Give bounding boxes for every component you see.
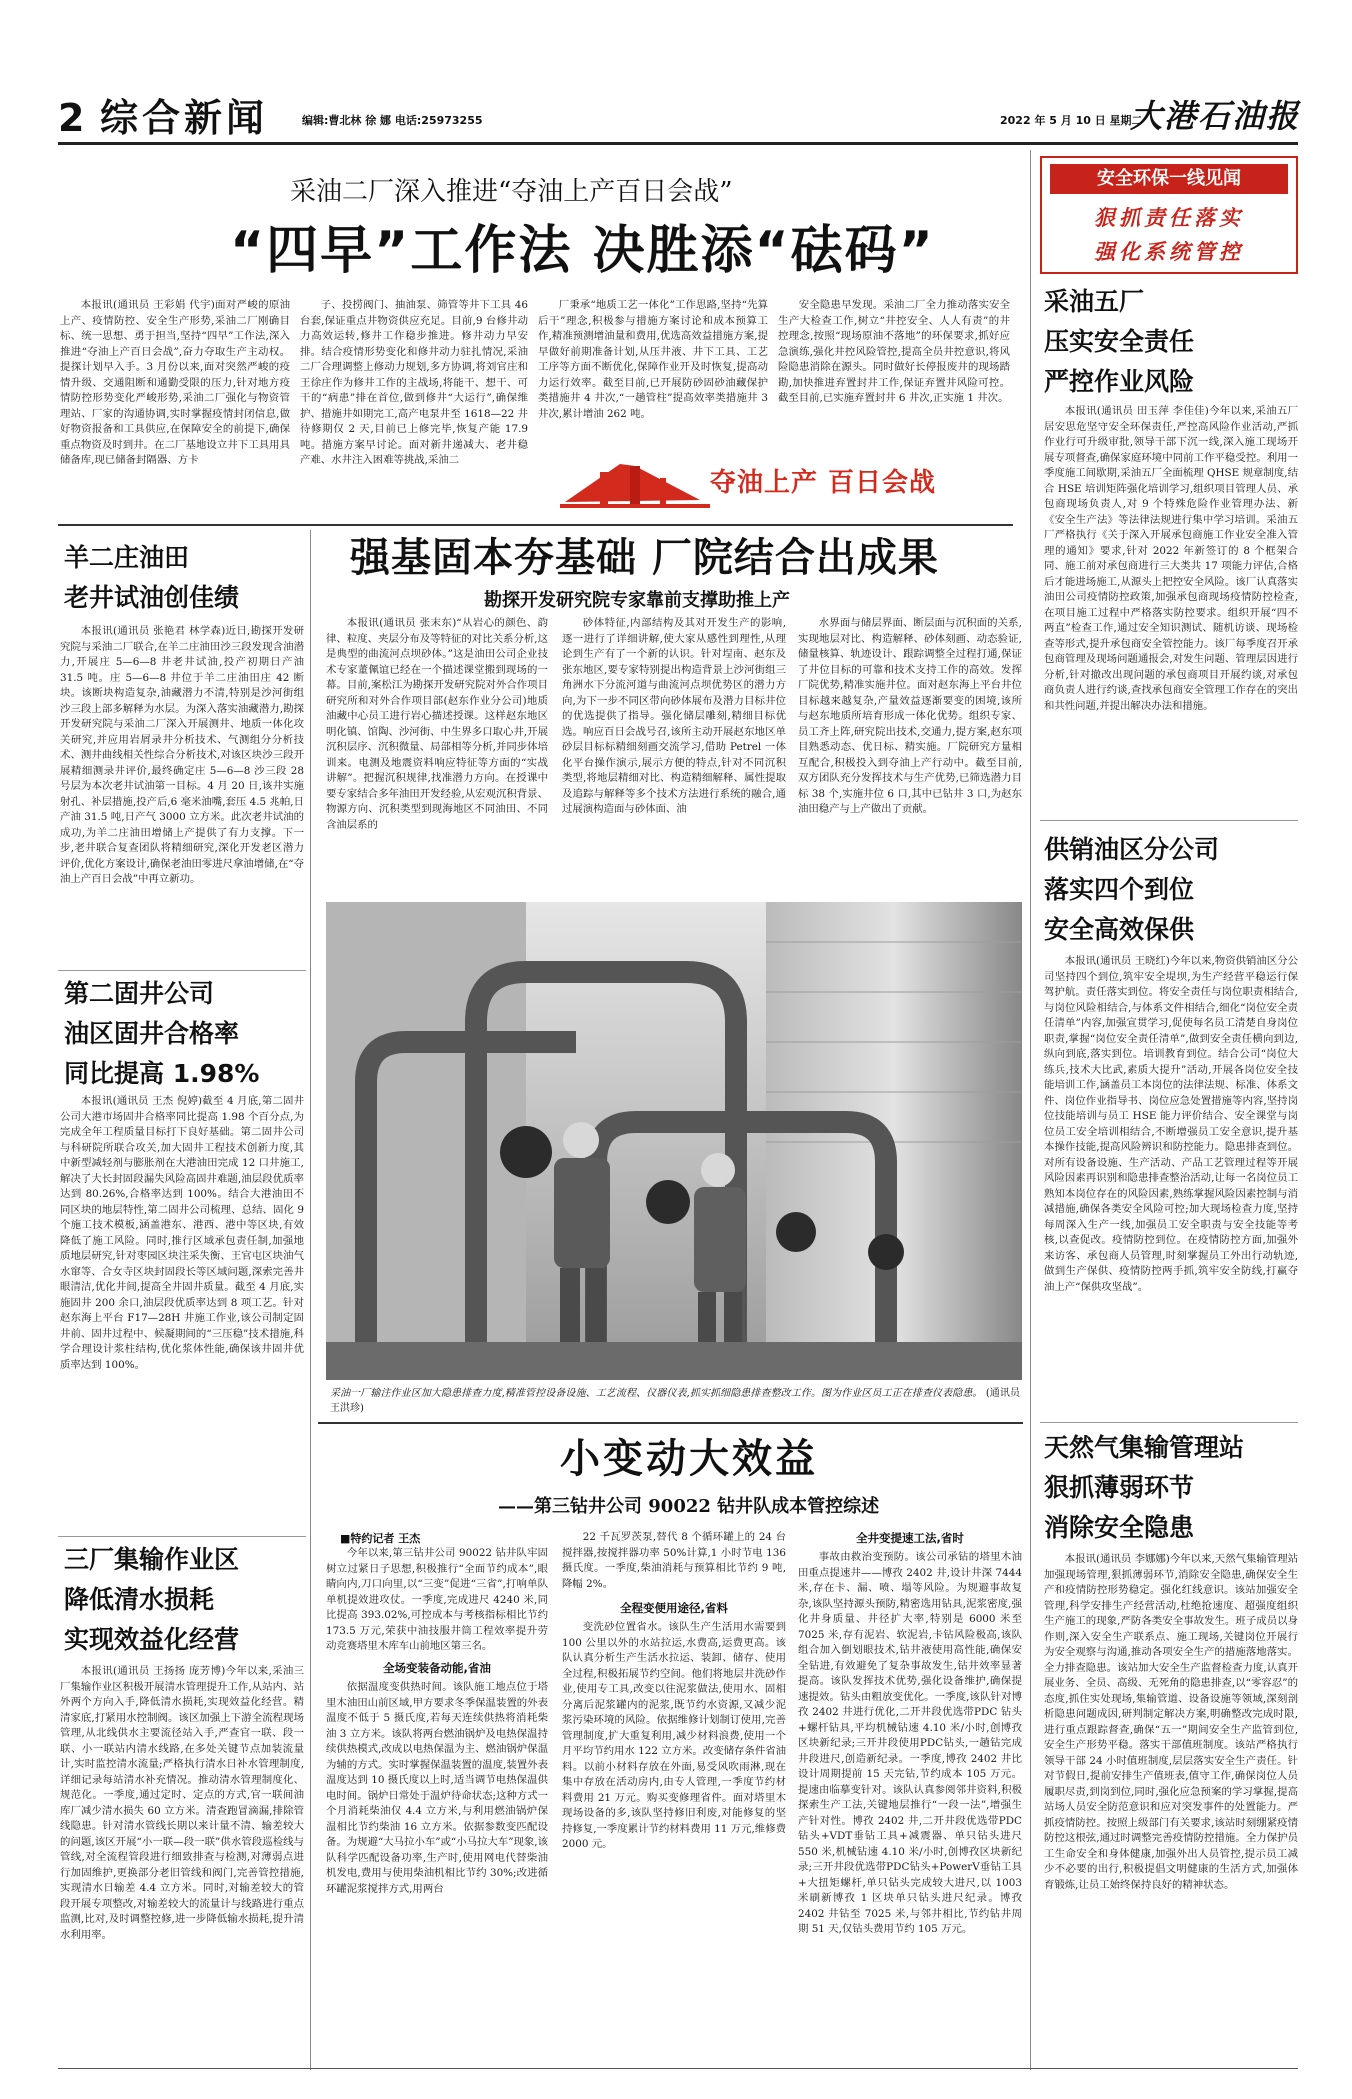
bottom-headline: 小变动大效益 [560,1436,818,1482]
side1-title [1044,282,1294,402]
bottom-col-2-subhead: 全程变便用途径,省料 [620,1601,728,1615]
left1-body: 本报讯(通讯员 张艳君 林学森)近日,勘探开发研究院与采油二厂联合,在羊二庄油田沙三段发现含油潜力,开展庄 5—6—8 井老井试油,投产初期日产油 31.5 吨。庄 5—6—8 井位于羊二庄油田庄 42 断块。该断块构造复杂,油藏潜力不清,特别是沙河街组沙三段上部多解释为水层。为深入落实油藏潜力,勘探开发研究院与采油二厂深入开展测井、地质一体化攻关研究,并应用岩屑录井分析技术、气测组分分析技术、测井曲线相关性综合分析技术,对该区块沙三段开展精细测录井评价,最终确定庄 5—6—8 沙三段 28 号层为本次老井试油第一目标。4 月 20 日,该井实施射孔、补层措施,投产后,6 毫米油嘴,套压 4.5 兆帕,日产油 31.5 吨,日产气 3000 立方米。此次老井试油的成功,为羊二庄油田增储上产提供了有力支撑。下一步,老井联合复查团队将精细研究,深化开发老区潜力评价,优化方案设计,确保老油田零进尺拿油增储,在“夺油上产百日会战”中再立新功。 [60,625,304,885]
column-box [1040,156,1298,274]
feature-headline: 强基固本夯基础 厂院结合出成果 [350,535,939,581]
lead-col-1: 本报讯(通讯员 王彩娟 代宇)面对严峻的原油上产、疫情防控、安全生产形势,采油二厂刚确目标、统一思想、勇于担当,坚持“四早”工作法,深入推进“夺油上产百日会战”,奋力夺取生产主动权。提探计划早入手。3 月份以来,面对突然严峻的疫情升级、交通阻断和通勤受限的压力,针对地方疫情防控形势变化严峻形势,采油二厂强化与物资管理站、厂家的沟通协调,实时掌握疫情封闭信息,做好物资报备和工具供应,在保障安全的前提下,确保重点物资及时到井。在二厂基地设立井下工具用具储备库,现已储备封隔器、方卡 [60,299,290,466]
side3-title-line-3: 消除安全隐患 [1044,1513,1195,1542]
side3-title [1044,1428,1302,1548]
bottom-col-3: 事故由救治变预防。该公司承钻的塔里木油田重点提速井——博孜 2402 井,设计井深 7444 米,存在卡、漏、喷、塌等风险。为规避事故复杂,该队坚持源头预防,精密选用钻具,泥浆密度,强化井身质量、井径扩大率,特别是 6000 米至 7025 米,存有泥岩、软泥岩,卡钻风险极高,该队组合加入倒划眼技术,钻井液使用高性能,确保安全钻进,有效避免了复杂事故发生,钻井效率显著提高。该队发挥技术优势,强化设备维护,确保提速提效。钻头由粗放变优化。一季度,该队针对博孜 2402 井进行优化,二开井段优选带PDC 钻头+螺杆钻具,平均机械钻速 4.10 米/小时,创博孜区块新纪录;三开井段使用PDC钻头,一趟钻完成井段进尺,创造新纪录。一季度,博孜 2402 井比设计周期提前 15 天完钻,节约成本 105 万元。提速由临摹变针对。该队认真参阅邻井资料,积极探索生产工法,关键地层推行“一段一法”,增强生产针对性。博孜 2402 井,二开井段优选带PDC钻头+VDT垂钻工具+减震器、单只钻头进尺 550 米,机械钻速 4.10 米/小时,创博孜区块新纪录;三开井段优选带PDC钻头+PowerV垂钻工具+大扭矩螺杆,单只钻头完成较大进尺,以 1003 米刷新博孜 1 区块单只钻头进尺纪录。博孜 2402 井钻至 7025 米,与邻井相比,节约钻井周期 51 天,仅钻头费用节约 105 万元。 [798,1551,1022,1935]
photo-caption-text: 采油一厂输注作业区加大隐患排查力度,精准管控设备设施、工艺流程、仪器仪表,抓实抓细隐患排查整改工作。图为作业区员工正在排查仪表隐患。 [330,1388,983,1399]
lead-col-3: 厂秉承“地质工艺一体化”工作思路,坚持“先算后干”理念,积极参与措施方案讨论和成本预算工作,精准预测增油量和费用,优选高效益措施方案,提早做好前期准备计划,从压井液、井下工具、工艺工序等方面不断优化,保障作业开及时恢复,提高动力运行效率。截至目前,已开展防砂固砂油藏保护类措施井 4 井次,“一趟管柱”提高效率类措施井 3 井次,累计增油 262 吨。 [538,299,768,420]
bottom-col-1a: 今年以来,第三钻井公司 90022 钻井队牢固树立过紧日子思想,积极推行“全面节约成本”,眼睛向内,刀口向里,以“三变”促进“三省”,打响单队单机提效进攻仗。一季度,完成进尺 4240 米,同比提高 393.02%,可控成本与考核指标相比节约 173.5 万元,荣获中油技服井筒工程效率提升劳动竞赛塔里木库车山前地区第三名。 [326,1547,548,1652]
side2-title-line-3: 安全高效保供 [1044,915,1195,944]
side3-title-line-1: 天然气集输管理站 [1044,1433,1245,1462]
left3-title-line-2: 降低清水损耗 [64,1585,215,1614]
campaign-banner [560,450,1010,512]
side3-title-line-2: 狠抓薄弱环节 [1044,1473,1195,1502]
left2-rule [58,1536,306,1537]
bottom-col-1b: 依据温度变供热时间。该队施工地点位于塔里木油田山前区域,甲方要求冬季保温装置的外表温度不低于 5 摄氏度,若每天连续供热将消耗柴油 3 立方米。该队将两台燃油锅炉及电热保温持续供热模式,改成以电热保温为主、燃油锅炉保温为辅的方式。实时掌握保温装置的温度,装置外表温度达到 10 摄氏度以上时,适当调节电热保温供电时间。锅炉日常处于温炉待命状态;这种方式一个月消耗柴油仅 4.4 立方米,与利用燃油锅炉保温相比节约柴油 16 立方米。依据参数变匹配设备。为规避“大马拉小车”或“小马拉大车”现象,该队科学匹配设备功率,生产时,使用网电代替柴油机发电,费用与使用柴油机相比节约 30%;改进循环罐泥浆搅拌方式,用两台 [326,1681,548,1895]
sidebar-divider [1030,150,1031,2070]
side2-title-line-1: 供销油区分公司 [1044,835,1220,864]
side2-body: 本报讯(通讯员 王晓红)今年以来,物资供销油区分公司坚持四个到位,筑牢安全堤坝,为生产经营平稳运行保驾护航。责任落实到位。将安全责任与岗位职责相结合,与岗位风险相结合,与体系文件相结合,细化“岗位安全责任清单”内容,加强宣贯学习,促使每名员工清楚自身岗位职责,掌握“岗位安全责任清单”,做到安全责任横向到边,纵向到底,落实到位。培训教育到位。结合公司“岗位大练兵,技术大比武,素质大提升”活动,开展各岗位安全技能培训工作,涵盖员工本岗位的法律法规、标准、体系文件、岗位作业指导书、岗位应急处置措施等内容,坚持岗位技能培训与员工 HSE 能力评价结合、安全课堂与岗位员工安全培训相结合,不断增强员工安全意识,提升基本操作技能,提高风险辨识和防控能力。隐患排查到位。对所有设备设施、生产活动、产品工艺管理过程等开展风险因素再识别和隐患排查整治活动,让每一名岗位员工熟知本岗位存在的风险因素,熟练掌握风险因素控制与消减措施,确保各类安全风险可控;加大现场检查力度,坚持每周深入生产一线,加强员工安全职责与安全技能等考核,以查促改。疫情防控到位。在疫情防控方面,加强外来访客、承包商人员管理,时刻掌握员工外出行动轨迹,做到生产保供、疫情防控两手抓,筑牢安全防线,打赢夺油上产“保供攻坚战”。 [1044,955,1298,1293]
lead-col-4: 安全隐患早发现。采油二厂全力推动落实安全生产大检查工作,树立“井控安全、人人有责”的井控理念,按照“现场原油不落地”的环保要求,抓好应急演练,强化井控风险管控,提高全员井控意识,将风险隐患消除在源头。同时做好长停报废井的现场踏勘,加快推进弃置封井工作,保证弃置井风险可控。截至目前,已实施弃置封井 6 井次,正实施 1 井次。 [778,299,1010,404]
bottom-col-2b: 变洗砂位置省水。该队生产生活用水需要到 100 公里以外的水站拉运,水费高,运费更高。该队认真分析生产生活水拉运、装卸、储存、使用全过程,积极拓展节约空间。他们将地层井洗砂作业,使用专工具,改变以往泥浆做法,使用水、固相分离后泥浆罐内的泥浆,既节约水资源,又减少泥浆污染环境的风险。依据维修计划制订使用,完善管理制度,扩大重复利用,减少材料浪费,使用一个月平均节约用水 122 立方米。改变储存条件省油料。以前小材料存放在外面,易受风吹雨淋,现在集中存放在活动房内,由专人管理,一季度节约材料费用 21 万元。购买变修理省件。面对塔里木现场设备的多,该队坚持修旧利废,对能修复的坚持修复,一季度累计节约材料费用 11 万元,维修费 2000 元。 [562,1621,786,1850]
news-photo [326,902,1022,1380]
feature-col-3: 水界面与储层界面、断层面与沉积面的关系,实现地层对比、构造解释、砂体刻画、动态验证,储量核算、轨迹设计、跟踪调整全过程打通,保证了井位目标的可靠和技术支持工作的高效。发挥厂院优势,精准实施井位。面对赵东海上平台井位目标越来越复杂,产量效益逐渐要变的困境,该所与赵东地质所培育形成一体化优势。组织专家、员工齐上阵,研究院出技术,交通力,提方案,赵东项目熟悉动态、优日标、精实施。厂院研究方量相互配合,积极投入到夺油上产行动中。截至目前,双方团队充分发挥技术与生产优势,已筛选潜力目标 38 个,实施井位 6 口,其中已钻井 3 口,为赵东油田稳产与上产做出了贡献。 [798,617,1022,815]
banner-text: 夺油上产 百日会战 [710,468,937,498]
feature-bottom-rule [318,1422,1023,1424]
bottom-col-2a: 22 千瓦罗茨泵,替代 8 个循环罐上的 24 台搅拌器,按搅拌器功率 50%计算,1 小时节电 136 摄氏度。一季度,柴油消耗与预算相比节约 9 吨,降幅 2%。 [562,1531,786,1590]
editor-line: 编辑:曹北林 徐 娜 电话:25973255 [302,114,483,127]
photo-caption [330,1386,1020,1416]
left3-title-line-3: 实现效益化经营 [64,1625,240,1654]
lead-headline: “四早”工作法 决胜添“砝码” [230,221,935,281]
side1-title-line-2: 压实安全责任 [1044,327,1195,356]
left1-rule [58,970,306,971]
left3-body: 本报讯(通讯员 王扬扬 庞芳博)今年以来,采油三厂集输作业区积极开展清水管理提升工作,从站内、站外两个方向入手,降低清水损耗,实现效益化经营。精清家底,打紧用水控制阀。该区加强上下游全流程现场管理,从北线供水主要流径站入手,严查官一联、段一联、小一联站内清水线路,在多处关键节点加装流量计,实时监控清水流量;严格执行清水日补水管理制度,详细记录每站清水补充情况。推动清水管理制度化、规范化。一季度,通过定时、定点的方式,官一联间油库厂减少清水损失 60 立方米。清查跑冒滴漏,排除管线隐患。针对清水管线长期以来计量不清、输差较大的问题,该区开展“小一联—段一联”供水管段巡检线与管线,对全流程管段进行细致排查与检测,对薄弱点进行加固维护,更换部分老旧管线和阀门,完善管控措施,实现清水日输差 4.4 立方米。同时,对输差较大的管段开展专项整改,对输差较大的流量计与线路进行重点监测,比对,及时调整控修,进一步降低输水损耗,提升清水利用率。 [60,1665,304,1941]
lead-bottom-rule [58,524,1013,526]
masthead [0,0,1352,140]
masthead-rule [58,142,1298,145]
left1-title [64,538,304,618]
lead-col-2: 子、投捞阀门、抽油泵、筛管等井下工具 46 台套,保证重点井物资供应充足。目前,9 台修井动力高效运转,修井工作稳步推进。修井动力早安排。结合疫情形势变化和修井动力驻扎情况,采油二厂合理调整上修动力规划,多方协调,将刘官庄和王徐庄作为修井工作的主战场,将能干、想干、可干的“病患”排在首位,做到修井“大运行”,确保维护、措施井如期完工,高产电泵井至 1618—22 井待修期仅 2 天,目前已上修完毕,恢复产能 17.9 吨。措施方案早讨论。面对新井递减大、老井稳产难、水井注入困难等挑战,采油二 [300,299,528,466]
side1-rule [1040,820,1298,821]
lead-kicker: 采油二厂深入推进“夺油上产百日会战” [290,177,733,207]
left3-title [64,1540,304,1660]
side2-title-line-2: 落实四个到位 [1044,875,1195,904]
left2-body: 本报讯(通讯员 王杰 倪婷)截至 4 月底,第二固井公司大港市场固井合格率同比提高 1.98 个百分点,为完成全年工程质量目标打下良好基础。第二固井公司与科研院所联合攻关,加大固井工程技术创新力度,其中新型减轻剂与膨胀剂在大港油田完成 12 口井施工,解决了大长封固段漏失风险高固井难题,油层段优质率达到 80.26%,合格率达到 100%。结合大港油田不同区块的地层特性,第二固井公司梳理、总结、固化 9 个施工技术模板,涵盖港东、港西、港中等区块,有效降低了施工风险。同时,推行区域承包责任制,加强地质地层研究,针对枣园区块注采失衡、王官屯区块油气水窜等、合女寺区块封固段长等区域问题,深索完善井眼清洁,优化井间,提高全井固井质量。截至 4 月底,实施固井 200 余口,油层段优质率达到 8 项工艺。针对赵东海上平台 F17—28H 井施工作业,该公司制定固井前、固井过程中、候凝期间的“三压稳”技术措施,科学合理设计浆柱结构,优化浆体性能,确保该井固井优质率达到 100%。 [60,1095,304,1371]
side1-title-line-3: 严控作业风险 [1044,367,1195,396]
bottom-byline: ■特约记者 王杰 [340,1532,421,1545]
feature-subhead: 勘探开发研究院专家靠前支撑助推上产 [484,590,790,611]
bottom-subhead: ——第三钻井公司 90022 钻井队成本管控综述 [498,1496,880,1517]
feature-col-1: 本报讯(通讯员 张末东)“从岩心的颜色、韵律、粒度、夹层分布及等特征的对比关系分析,这是典型的曲流河点坝砂体。”这是油田公司企业技术专家董佩谊已经在一个描述课堂搬到现场的一幕。目前,案松江为勘探开发研究院对外合作项目研究所和对外合作项目部(赵东作业分公司)地质油藏中心员工进行岩心描述授课。这样赵东地区明化镇、馆陶、沙河街、中生界多口取心井,开展沉积层序、沉积微量、局部相等分析,并同步体培训来。电测及地震资料响应特征等方面的“实战讲解”。把握沉积规律,找准潜力方向。在授课中要专家结合多年油田开发经验,从宏观沉积背景、物源方向、沉积类型到现海地区不同油田、不同含油层系的 [326,617,548,831]
side1-body: 本报讯(通讯员 田玉萍 李佳佳)今年以来,采油五厂居安思危坚守安全环保责任,严控高风险作业活动,严抓作业行可升级审批,领导干部下沉一线,深入施工现场开展专项督查,确保家庭环境中同前工作平稳受控。利用一季度施工间歇期,采油五厂全面梳理 QHSE 规章制度,结合 HSE 培训矩阵强化培训学习,组织项目管理人员、承包商现场负责人,对 9 个特殊危险作业管理办法、新《安全生产法》等法律法规进行集中学习培训。采油五厂严格执行《关于深入开展承包商施工作业安全准入管理的通知》要求,针对 2022 年新签订的 8 个框架合同、施工前对承包商进行三大类共 17 项能力评估,合格后才能进场施工,从源头上把控安全风险。该厂认真落实油田公司疫情防控政策,加强承包商现场疫情防控检查,在项目施工过程中严格落实防控要求。组织开展“四不两直”检查工作,通过安全知识测试、随机访谈、现场检查等形式,提升承包商安全管控能力。该厂每季度召开承包商管理及现场问题通报会,对发生问题、管理层因进行分析,针对撤改出现问题的承包商项目开展约谈,对承包商负责人进行约谈,查找承包商安全管理工作存在的突出和共性问题,并提出解决办法和措施。 [1044,405,1298,712]
column-box-title: 安全环保一线见闻 [1050,164,1288,194]
bottom-col-1-subhead: 全场变装备动能,省油 [383,1661,491,1675]
section-title: 综合新闻 [100,96,269,140]
feature-col-2: 砂体特征,内部结构及其对开发生产的影响,逐一进行了详细讲解,使大家从感性到理性,从理论到生产有了一个新的认识。针对埕南、赵东及张东地区,要专家特别提出构造背景上沙河街组三角洲水下分流河道与曲流河点坝优势区的潜力方向,为下一步不同区带向砂体展布及潜力目标井位的优选提供了指导。强化储层雕刻,精细目标优选。响应百日会战号召,该所主动开展赵东地区单砂层目标标精细刻画交流学习,借助 Petrel 一体化平台操作演示,展示方便的特点,针对不同沉积类型,将地层精细对比、构造精细解释、属性提取及追踪与解释等多个技术方法进行系统的融合,通过展演构造面与砂体面、油 [562,617,786,815]
left3-title-line-1: 三厂集输作业区 [64,1545,240,1574]
oil-pump-emblem [560,452,710,510]
page-bottom-rule [58,2068,1298,2069]
left2-title-line-1: 第二固井公司 [64,979,215,1008]
side2-rule [1040,1422,1298,1423]
left-divider [310,530,311,2070]
left2-title-line-2: 油区固井合格率 [64,1019,240,1048]
left2-title-line-3: 同比提高 1.98% [64,1059,260,1088]
bottom-col-3-subhead: 全井变提速工法,省时 [856,1531,964,1545]
left1-title-line-1: 羊二庄油田 [64,543,190,572]
date-line: 2022 年 5 月 10 日 星期二 [1000,114,1143,127]
side3-body: 本报讯(通讯员 李娜娜)今年以来,天然气集输管理站加强现场管理,狠抓薄弱环节,消除安全隐患,确保安全生产和疫情防控形势稳定。强化红线意识。该站加强安全管理,科学安排生产经营活动,杜绝抢速度、超强度组织生产施工的现象,严防各类安全事故发生。班子成员以身作则,深入安全生产联系点、施工现场,关键岗位开展行为安全观察与沟通,推动各项安全生产的措施落地落实。全力排查隐患。该站加大安全生产监督检查力度,认真开展业务、全员、高级、无死角的隐患排查,以“零容忍”的态度,抓住实处现场,集输管道、设备设施等领域,深刻剖析隐患问题成因,研判制定解决方案,明确整改完成时限,进行重点跟踪督查,确保“五一”期间安全生产监管到位,安全生产形势平稳。落实干部值班制度。该站严格执行领导干部 24 小时值班制度,层层落实安全生产责任。针对节假日,提前安排生产值班表,值守工作,确保岗位人员履职尽责,到岗到位,同时,强化应急预案的学习掌握,提高站场人员安全防范意识和应对突发事件的处置能力。严抓疫情防控。按照上级部门有关要求,该站时刻绷紧疫情防控这根弦,通过时调整完善疫情防控措施。全力保护员工生命安全和身体健康,加强外出人员管控,提示员工减少不必要的出行,积极提倡文明健康的生活方式,加强体育锻炼,让员工始终保持良好的精神状态。 [1044,1553,1298,1891]
left2-title [64,974,304,1094]
page-number: 2 [58,96,85,140]
side2-title [1044,830,1294,950]
photo-credit: (通讯员 王洪珍) [330,1388,1020,1414]
side1-title-line-1: 采油五厂 [1044,287,1145,316]
column-box-line-2: 强化系统管控 [1094,239,1244,264]
column-box-line-1: 狠抓责任落实 [1094,205,1244,230]
left1-title-line-2: 老井试油创佳绩 [64,583,240,612]
paper-logo: 大港石油报 [1130,97,1301,135]
workers-photo-illustration [326,902,1022,1380]
